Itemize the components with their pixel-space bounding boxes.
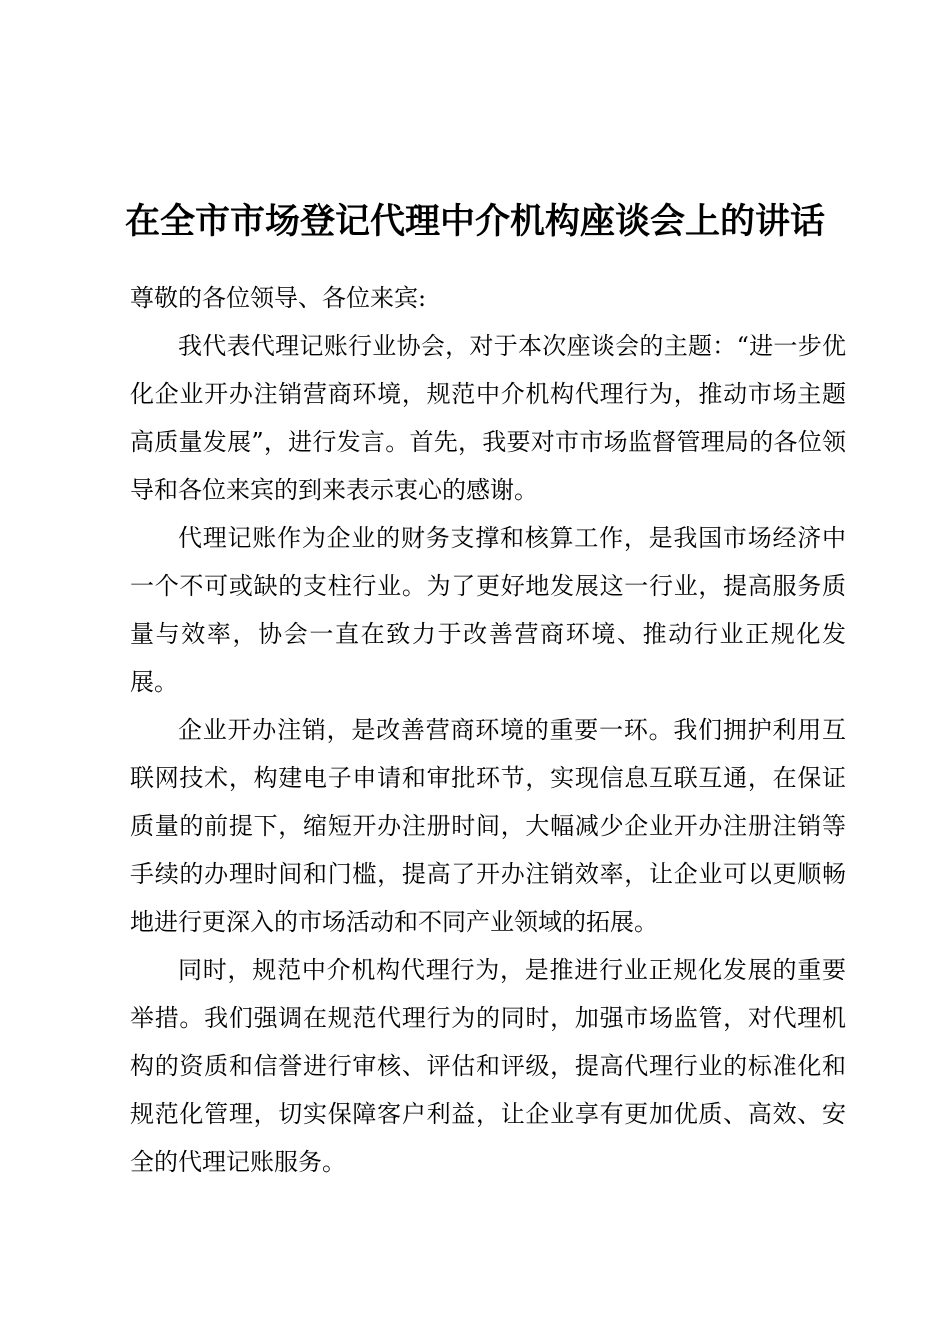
document-body	[130, 274, 846, 1186]
paragraph-intro: 我代表代理记账行业协会，对于本次座谈会的主题：“进一步优化企业开办注销营商环境，规范中介机构代理行为，推动市场主题高质量发展”，进行发言。首先，我要对市市场监督管理局的各位领导和各位来宾的到来表示衷心的感谢。	[130, 332, 846, 504]
paragraph-agency-regulation: 同时，规范中介机构代理行为，是推进行业正规化发展的重要举措。我们强调在规范代理行为的同时，加强市场监管，对代理机构的资质和信誉进行审核、评估和评级，提高代理行业的标准化和规范化管理，切实保障客户利益，让企业享有更加优质、高效、安全的代理记账服务。	[130, 956, 846, 1176]
paragraph-bookkeeping: 代理记账作为企业的财务支撑和核算工作，是我国市场经济中一个不可或缺的支柱行业。为了更好地发展这一行业，提高服务质量与效率，协会一直在致力于改善营商环境、推动行业正规化发展。	[130, 524, 846, 696]
paragraph-business-registration: 企业开办注销，是改善营商环境的重要一环。我们拥护利用互联网技术，构建电子申请和审批环节，实现信息互联互通，在保证质量的前提下，缩短开办注册时间，大幅减少企业开办注册注销等手续的办理时间和门槛，提高了开办注销效率，让企业可以更顺畅地进行更深入的市场活动和不同产业领域的拓展。	[130, 716, 846, 936]
document-title: 在全市市场登记代理中介机构座谈会上的讲话	[124, 201, 825, 242]
salutation: 尊敬的各位领导、各位来宾:	[130, 284, 427, 312]
